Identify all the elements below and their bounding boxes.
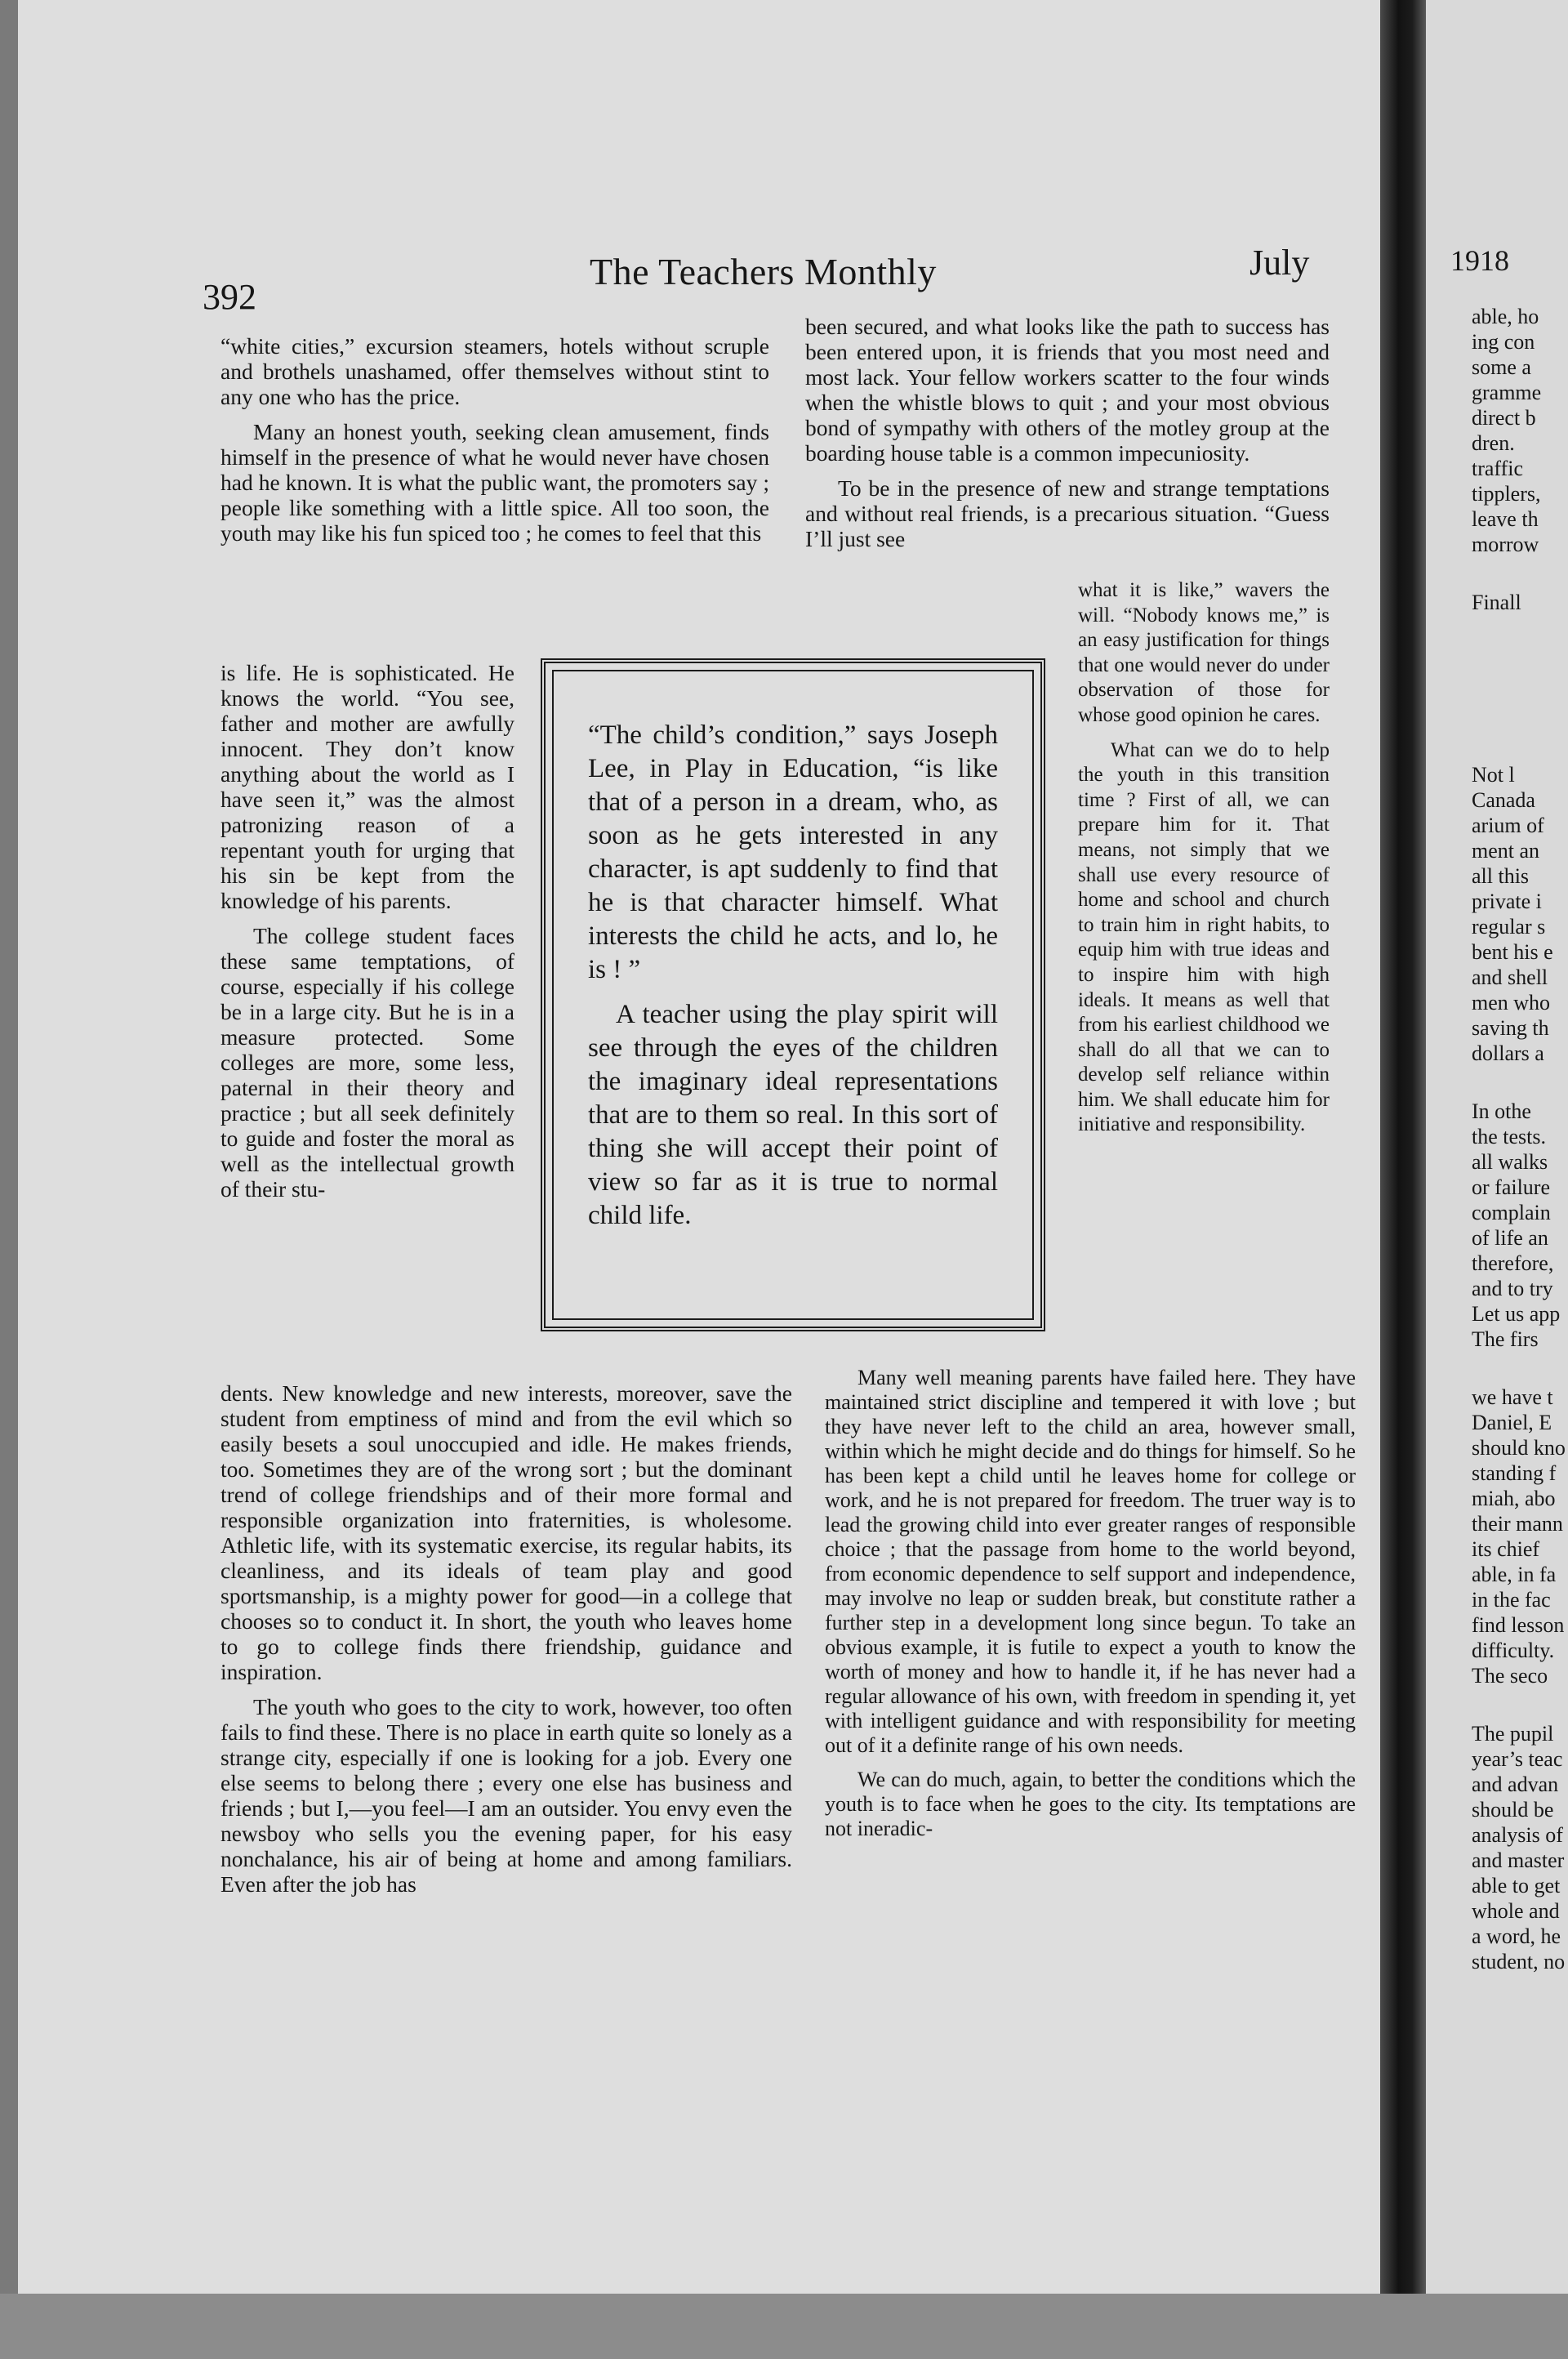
next-page-line-fragment: a word, he: [1472, 1924, 1561, 1948]
paragraph: The college student faces these same temptations, of course, especially if his college be in a large city. But he is in a measure protected. Some colleges are more, some less, paternal in their theory and practice ; but all seek definitely to guide and foster the moral as well as the intellectual growth of their stu-: [220, 923, 514, 1202]
boxed-quote: [541, 658, 1045, 1331]
next-page-line-fragment: Canada: [1472, 788, 1535, 812]
right-column-narrow: [1078, 578, 1330, 1148]
next-page-line-fragment: whole and: [1472, 1899, 1560, 1923]
book-gutter: [1380, 0, 1426, 2359]
next-page-line-fragment: we have t: [1472, 1385, 1553, 1409]
next-page-line-fragment: and master: [1472, 1848, 1565, 1872]
next-page-line-fragment: able to get: [1472, 1874, 1561, 1897]
next-page-line-fragment: men who: [1472, 991, 1551, 1015]
next-page-line-fragment: morrow: [1472, 533, 1539, 556]
next-page-line-fragment: therefore,: [1472, 1251, 1554, 1275]
paragraph: The youth who goes to the city to work, however, too often fails to find these. There is no place in earth quite so lonely as a strange city, especially if one is looking for a job. Every one else seems to belong there ; every one else has business and friends ; but I,—you feel—I am an outsider. You envy even the newsboy who sells you the evening paper, for his easy nonchalance, his air of being at home and among familiars. Even after the job has: [220, 1694, 792, 1897]
next-page-line-fragment: Daniel, E: [1472, 1411, 1552, 1434]
next-page-edge: [1426, 0, 1568, 2359]
next-page-line-fragment: dren.: [1472, 431, 1515, 455]
next-page-line-fragment: leave th: [1472, 507, 1539, 531]
next-page-line-fragment: in the fac: [1472, 1588, 1551, 1612]
next-page-line-fragment: find lesson: [1472, 1613, 1565, 1637]
paragraph: To be in the presence of new and strange temptations and without real friends, is a precarious situation. “Guess I’ll just see: [805, 475, 1330, 551]
next-page-line-fragment: all this: [1472, 864, 1530, 888]
next-page-line-fragment: saving th: [1472, 1016, 1549, 1040]
issue-month: July: [1250, 243, 1310, 283]
next-page-line-fragment: or failure: [1472, 1175, 1551, 1199]
right-column-bottom: [825, 1366, 1356, 1851]
next-page-line-fragment: the tests.: [1472, 1125, 1546, 1148]
next-page-line-fragment: miah, abo: [1472, 1487, 1556, 1510]
next-page-line-fragment: bent his e: [1472, 940, 1553, 964]
page-number: 392: [203, 277, 256, 317]
scan-edge-bottom: [0, 2294, 1568, 2359]
next-page-line-fragment: some a: [1472, 355, 1531, 379]
next-page-line-fragment: The firs: [1472, 1327, 1539, 1351]
next-page-line-fragment: private i: [1472, 890, 1542, 913]
paragraph: been secured, and what looks like the path to success has been entered upon, it is friends that you most need and most lack. Your fellow workers scatter to the four winds when the whistle blows to quit ; and your most obvious bond of sympathy with others of the motley group at the boarding house table is a common impecuniosity.: [805, 314, 1330, 466]
next-page-line-fragment: and to try: [1472, 1277, 1553, 1300]
next-page-line-fragment: of life an: [1472, 1226, 1548, 1250]
left-column-narrow: [220, 660, 514, 1211]
next-page-line-fragment: complain: [1472, 1201, 1551, 1224]
next-page-line-fragment: year’s teac: [1472, 1747, 1563, 1771]
next-page-line-fragment: The pupil: [1472, 1722, 1554, 1746]
next-page-line-fragment: Finall: [1472, 591, 1521, 614]
next-page-line-fragment: direct b: [1472, 406, 1536, 430]
next-page-line-fragment: Not l: [1472, 763, 1515, 787]
paragraph: dents. New knowledge and new interests, moreover, save the student from emptiness of mind and from the evil which so easily besets a soul unoccupied and idle. He makes friends, too. Sometimes they are of the wrong sort ; but the dominant trend of college friendships and of their more formal and responsible organization into fraternities, is wholesome. Athletic life, with its systematic exercise, its regular habits, its cleanliness, and its ideals of team play and good sportsmanship, is a mighty power for good—in a college that chooses so to conduct it. In short, the youth who leaves home to go to college finds there friendship, guidance and inspiration.: [220, 1380, 792, 1684]
next-page-line-fragment: In othe: [1472, 1099, 1531, 1123]
scan-edge-left: [0, 0, 18, 2359]
paragraph: Many well meaning parents have failed here. They have maintained strict discipline and tempered it with love ; but they have never left to the child an area, however small, within which he might decide and do things for himself. So he has been kept a child until he leaves home for college or work, and he is not prepared for freedom. The truer way is to lead the growing child into ever greater ranges of responsible choice ; that the passage from home to the world beyond, from economic dependence to self support and independence, may involve no leap or sudden break, but constitute rather a further step in a development long since begun. To take an obvious example, it is futile to expect a youth to know the worth of money and how to handle it, if he has never had a regular allowance of his own, with freedom in spending it, yet with intelligent guidance and with responsibility for meeting out of it a definite range of his own needs.: [825, 1366, 1356, 1757]
next-page-line-fragment: student, no: [1472, 1950, 1566, 1973]
next-page-line-fragment: The seco: [1472, 1664, 1548, 1688]
next-page-line-fragment: difficulty.: [1472, 1639, 1555, 1662]
next-page-year: 1918: [1450, 244, 1509, 277]
next-page-line-fragment: ing con: [1472, 330, 1535, 354]
next-page-line-fragment: dollars a: [1472, 1041, 1544, 1065]
next-page-line-fragment: regular s: [1472, 915, 1546, 939]
next-page-line-fragment: and advan: [1472, 1773, 1559, 1796]
next-page-line-fragment: arium of: [1472, 814, 1544, 837]
paragraph: “white cities,” excursion steamers, hotels without scruple and brothels unashamed, offer themselves without stint to any one who has the price.: [220, 333, 769, 409]
journal-title: The Teachers Monthly: [590, 251, 937, 292]
left-column-bottom: [220, 1380, 792, 1906]
next-page-line-fragment: traffic: [1472, 457, 1524, 480]
paragraph: We can do much, again, to better the conditions which the youth is to face when he goes to the city. Its temptations are not ineradic-: [825, 1768, 1356, 1840]
paragraph: what it is like,” wavers the will. “Nobody knows me,” is an easy justification for things that one would never do under observation of those for whose good opinion he cares.: [1078, 579, 1330, 726]
next-page-line-fragment: and shell: [1472, 965, 1548, 989]
next-page-line-fragment: able, in fa: [1472, 1563, 1557, 1586]
next-page-line-fragment: should be: [1472, 1798, 1554, 1822]
next-page-line-fragment: should kno: [1472, 1436, 1566, 1460]
paragraph: Many an honest youth, seeking clean amusement, finds himself in the presence of what he would never have chosen had he known. It is what the public want, the promoters say ; people like something with a little spice. All too soon, the youth may like his fun spiced too ; he comes to feel that this: [220, 419, 769, 546]
next-page-line-fragment: standing f: [1472, 1461, 1557, 1485]
next-page-line-fragment: Let us app: [1472, 1302, 1561, 1326]
left-column-top: [220, 333, 769, 555]
quote-paragraph: A teacher using the play spirit will see through the eyes of the children the imaginary ideal representations that are to them so real. In this sort of thing she will accept their point of view so far as it is true to normal child life.: [588, 1000, 998, 1230]
next-page-line-fragment: able, ho: [1472, 305, 1539, 328]
next-page-line-fragment: their mann: [1472, 1512, 1563, 1536]
next-page-line-fragment: tipplers,: [1472, 482, 1541, 506]
quote-paragraph: “The child’s condition,” says Joseph Lee, in Play in Education, “is like that of a person in a dream, who, as soon as he gets interested in any character, is apt suddenly to find that he is that character himself. What interests the child he acts, and lo, he is ! ”: [588, 720, 998, 984]
next-page-line-fragment: ment an: [1472, 839, 1540, 863]
paragraph: is life. He is sophisticated. He knows the world. “You see, father and mother are awfully innocent. They don’t know anything about the world as I have seen it,” was the almost patronizing reason of a repentant youth for urging that his sin be kept from the knowledge of his parents.: [220, 660, 514, 913]
next-page-line-fragment: analysis of: [1472, 1823, 1563, 1847]
paragraph: What can we do to help the youth in this transition time ? First of all, we can prepare him for it. That means, not simply that we shall use every resource of home and school and church to train him in right habits, to equip him with true ideas and to inspire him with high ideals. It means as well that from his earliest childhood we shall do all that we can to develop self reliance within him. We shall educate him for initiative and responsibility.: [1078, 738, 1330, 1136]
next-page-line-fragment: its chief: [1472, 1537, 1540, 1561]
next-page-line-fragment: gramme: [1472, 381, 1542, 404]
right-column-top: [805, 314, 1330, 561]
next-page-line-fragment: all walks: [1472, 1150, 1548, 1174]
